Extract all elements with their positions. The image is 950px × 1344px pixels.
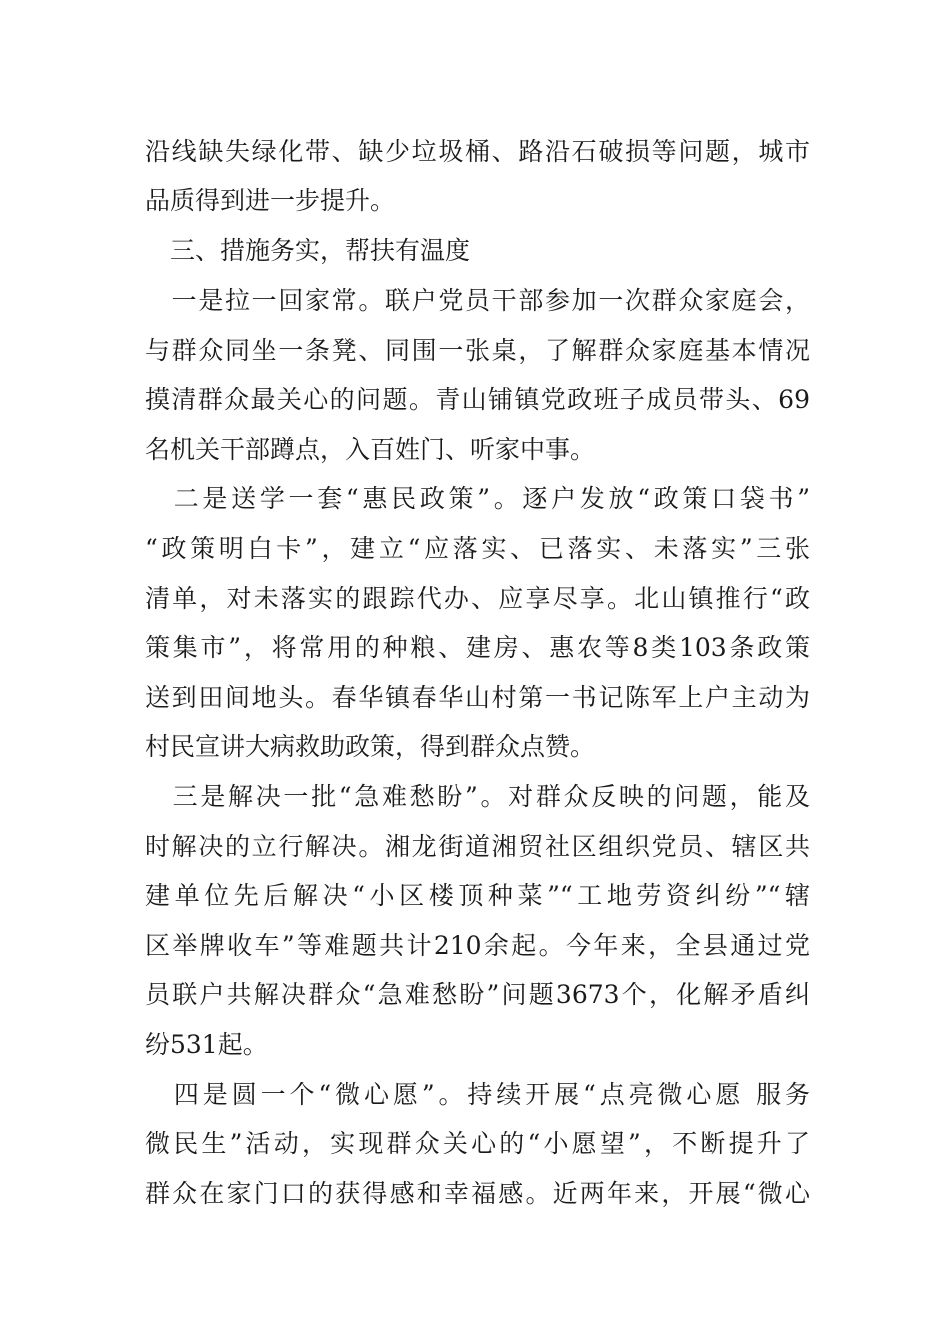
text-line: 村民宣讲大病救助政策，得到群众点赞。 bbox=[145, 732, 596, 761]
text-line: 微民生”活动，实现群众关心的“小愿望”，不断提升了 bbox=[145, 1129, 810, 1158]
text-line: 送到田间地头。春华镇春华山村第一书记陈军上户主动为 bbox=[145, 683, 810, 712]
text-line: 与群众同坐一条凳、同围一张桌，了解群众家庭基本情况 bbox=[145, 336, 810, 365]
text-line: 区举牌收车”等难题共计210余起。今年来，全县通过党 bbox=[145, 931, 810, 960]
text-line: 纷531起。 bbox=[145, 1030, 268, 1059]
text-line: 摸清群众最关心的问题。青山铺镇党政班子成员带头、69 bbox=[145, 385, 810, 414]
text-line: 品质得到进一步提升。 bbox=[145, 186, 396, 215]
text-line: 沿线缺失绿化带、缺少垃圾桶、路沿石破损等问题，城市 bbox=[145, 137, 810, 166]
text-line: 清单，对未落实的跟踪代办、应享尽享。北山镇推行“政 bbox=[145, 584, 810, 613]
text-line: 时解决的立行解决。湘龙街道湘贸社区组织党员、辖区共 bbox=[145, 832, 810, 861]
text-line: 一是拉一回家常。联户党员干部参加一次群众家庭会， bbox=[145, 286, 810, 315]
text-line: 策集市”，将常用的种粮、建房、惠农等8类103条政策 bbox=[145, 633, 810, 662]
text-line: “政策明白卡”，建立“应落实、已落实、未落实”三张 bbox=[145, 534, 810, 563]
section-heading: 三、措施务实，帮扶有温度 bbox=[145, 236, 471, 265]
text-line: 二是送学一套“惠民政策”。逐户发放“政策口袋书” bbox=[145, 484, 810, 513]
text-line: 名机关干部蹲点，入百姓门、听家中事。 bbox=[145, 435, 596, 464]
text-line: 员联户共解决群众“急难愁盼”问题3673个，化解矛盾纠 bbox=[145, 980, 810, 1009]
text-line: 群众在家门口的获得感和幸福感。近两年来，开展“微心 bbox=[145, 1179, 810, 1208]
text-line: 四是圆一个“微心愿”。持续开展“点亮微心愿 服务 bbox=[145, 1080, 810, 1109]
text-line: 三是解决一批“急难愁盼”。对群众反映的问题，能及 bbox=[145, 782, 810, 811]
text-line: 建单位先后解决“小区楼顶种菜”“工地劳资纠纷”“辖 bbox=[145, 881, 810, 910]
